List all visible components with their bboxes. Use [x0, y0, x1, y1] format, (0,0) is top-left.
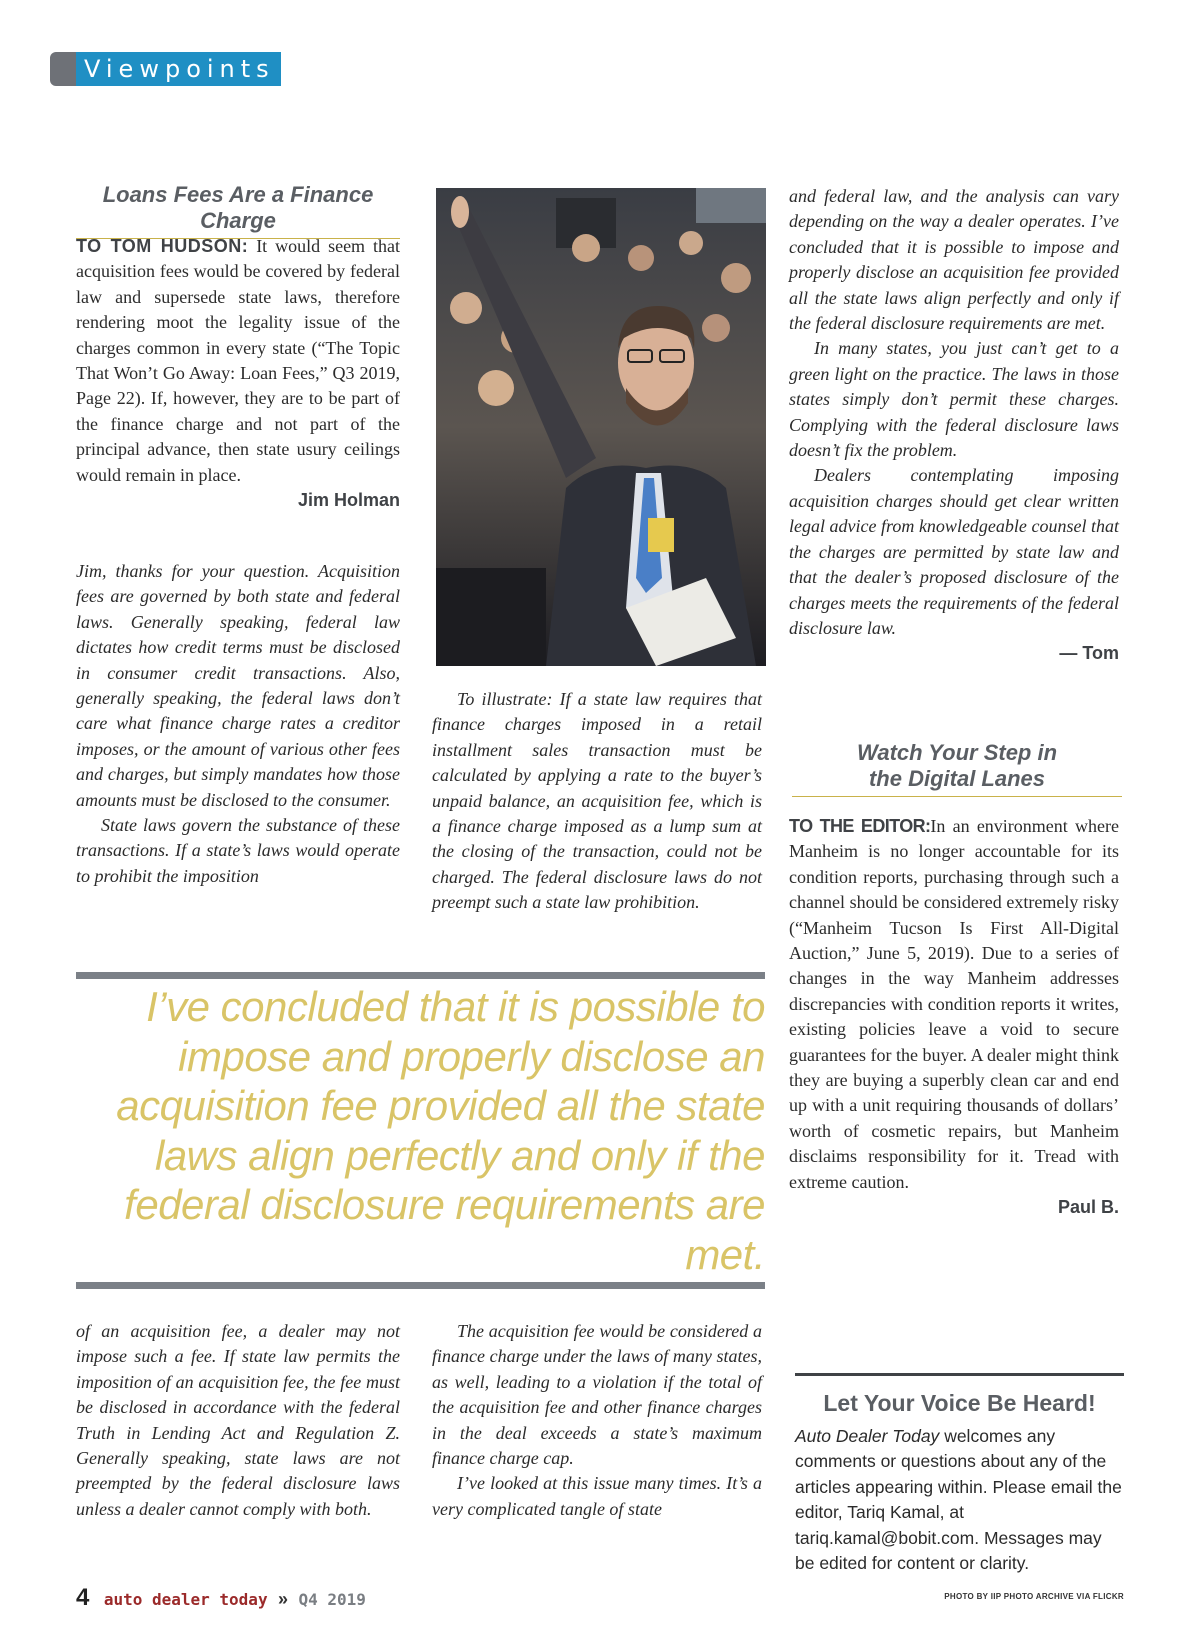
- reply-col2-bottom-p1: The acquisition fee would be considered a finance charge under the laws of many states, as well, leading to a violation if the total of the acquisition fee and other finance charges in the deal exceeds a state’s maximum finance charge cap.: [432, 1321, 762, 1469]
- sidebar-body: [795, 1424, 1124, 1576]
- letter2-body: [789, 814, 1119, 1219]
- photo-illustration: [436, 188, 766, 666]
- reply-signature: — Tom: [1059, 643, 1119, 664]
- reply-col3-p1: and federal law, and the analysis can vary depending on the way a dealer operates. I’ve concluded that it is possible to impose and properly disclose an acquisition fee provided all the state laws align perfectly and only if the federal disclosure requirements are met.: [789, 186, 1119, 334]
- reply-col1-bottom-text: of an acquisition fee, a dealer may not impose such a fee. If state law permits the imposition of an acquisition fee, the fee must be disclosed in accordance with the federal Truth in Lending Act and Regulation Z. Generally speaking, state laws are not preempted by the federal disclosure laws unless a dealer cannot comply with both.: [76, 1321, 400, 1519]
- reply-col1-p2: State laws govern the substance of these transactions. If a state’s laws would operate to prohibit the imposition: [76, 815, 400, 886]
- reply-col2-top: [432, 687, 762, 916]
- sidebar-rule: [795, 1373, 1124, 1376]
- sidebar-pub-name: Auto Dealer Today: [795, 1426, 940, 1446]
- reply-col1-bottom: [76, 1319, 400, 1522]
- section-label: Viewpoints: [76, 52, 281, 86]
- reply-col1-top: [76, 559, 400, 889]
- letter1-body-text: It would seem that acquisition fees would be covered by federal law and supersede state laws, therefore rendering moot the legality issue of the charges common in every state (“The Topic That Won’t Go Away: Loan Fees,” Q3 2019, Page 22). If, however, they are to be part of the finance charge and not part of the principal advance, then state usury ceilings would remain in place.: [76, 236, 400, 485]
- letter1-leadin: TO TOM HUDSON:: [76, 236, 249, 256]
- section-tab-stub: [50, 52, 76, 86]
- letter1-signature: Jim Holman: [297, 490, 400, 511]
- sidebar-body-text: welcomes any comments or questions about any of the articles appearing within. Please email the editor, Tariq Kamal, at tariq.kamal@bobit.com. Messages may be edited for content or clarity.: [795, 1426, 1122, 1574]
- letter1-text: [76, 234, 400, 488]
- issue-label: Q4 2019: [298, 1590, 366, 1609]
- reply-col3-p3: Dealers contemplating imposing acquisition charges should get clear written legal advice from knowledgeable counsel that the charges are permitted by state law and that the dealer’s proposed disclosure of the charges meets the requirements of the federal disclosure law.: [789, 465, 1119, 638]
- letter2-signature: Paul B.: [1057, 1197, 1119, 1218]
- sidebar-title: Let Your Voice Be Heard!: [823, 1390, 1096, 1416]
- page-number: 4: [76, 1584, 90, 1611]
- letter2-headline-line1: Watch Your Step in: [856, 740, 1058, 765]
- pullquote-top-rule: [76, 972, 765, 979]
- footer-separator: »: [278, 1589, 289, 1609]
- reply-col1-p1: Jim, thanks for your question. Acquisition fees are governed by both state and federal laws. Generally speaking, federal law dictates how credit terms must be disclosed in consumer credit transactions. Also, generally speaking, the federal laws don’t care what finance charge rates a creditor imposes, or the amount of various other fees and charges, but simply mandates how those amounts must be disclosed to the consumer.: [76, 561, 400, 810]
- pullquote-bottom-rule: [76, 1282, 765, 1289]
- letter1-headline: Loans Fees Are a Finance Charge: [76, 182, 400, 239]
- letter1-body: [76, 234, 400, 512]
- pullquote: I’ve concluded that it is possible to impose and properly disclose an acquisition fee provided all the state laws align perfectly and only if the federal disclosure requirements are met.: [116, 983, 765, 1278]
- section-tab: [50, 52, 281, 86]
- footer: [76, 1584, 366, 1612]
- reply-col3-p2: In many states, you just can’t get to a green light on the practice. The laws in those states simply don’t permit these charges. Complying with the federal disclosure laws doesn’t fix the problem.: [789, 338, 1119, 461]
- photo-credit: PHOTO BY IIP PHOTO ARCHIVE VIA FLICKR: [944, 1592, 1124, 1601]
- magazine-name: auto dealer today: [103, 1590, 268, 1609]
- reply-col3: [789, 184, 1119, 665]
- reply-col2-bottom-p2: I’ve looked at this issue many times. It’s a very complicated tangle of state: [432, 1473, 762, 1519]
- letter2-leadin: TO THE EDITOR:: [789, 816, 931, 836]
- letter2-headline: [792, 740, 1122, 797]
- press-conference-photo: [436, 188, 766, 666]
- letter2-text: [789, 814, 1119, 1195]
- letter2-body-text: In an environment where Manheim is no longer accountable for its condition reports, purchasing through such a channel should be considered extremely risky (“Manheim Tucson Is First All-Digital Auction,” June 5, 2019). Due to a series of changes in the way Manheim addresses discrepancies with condition reports it writes, existing policies leave a void to secure guarantees for the buyer. A dealer might think they are buying a superbly clean car and end up with a unit requiring thousands of dollars’ worth of cosmetic repairs, but Manheim disclaims responsibility for it. Tread with extreme caution.: [789, 816, 1119, 1192]
- letter2-headline-line2: the Digital Lanes: [868, 766, 1046, 791]
- reply-col2-p1: To illustrate: If a state law requires that finance charges imposed in a retail installment sales transaction must be calculated by applying a rate to the buyer’s unpaid balance, an acquisition fee, which is a finance charge imposed as a lump sum at the closing of the transaction, could not be charged. The federal disclosure laws do not preempt such a state law prohibition.: [432, 689, 762, 913]
- reply-col2-bottom: [432, 1319, 762, 1522]
